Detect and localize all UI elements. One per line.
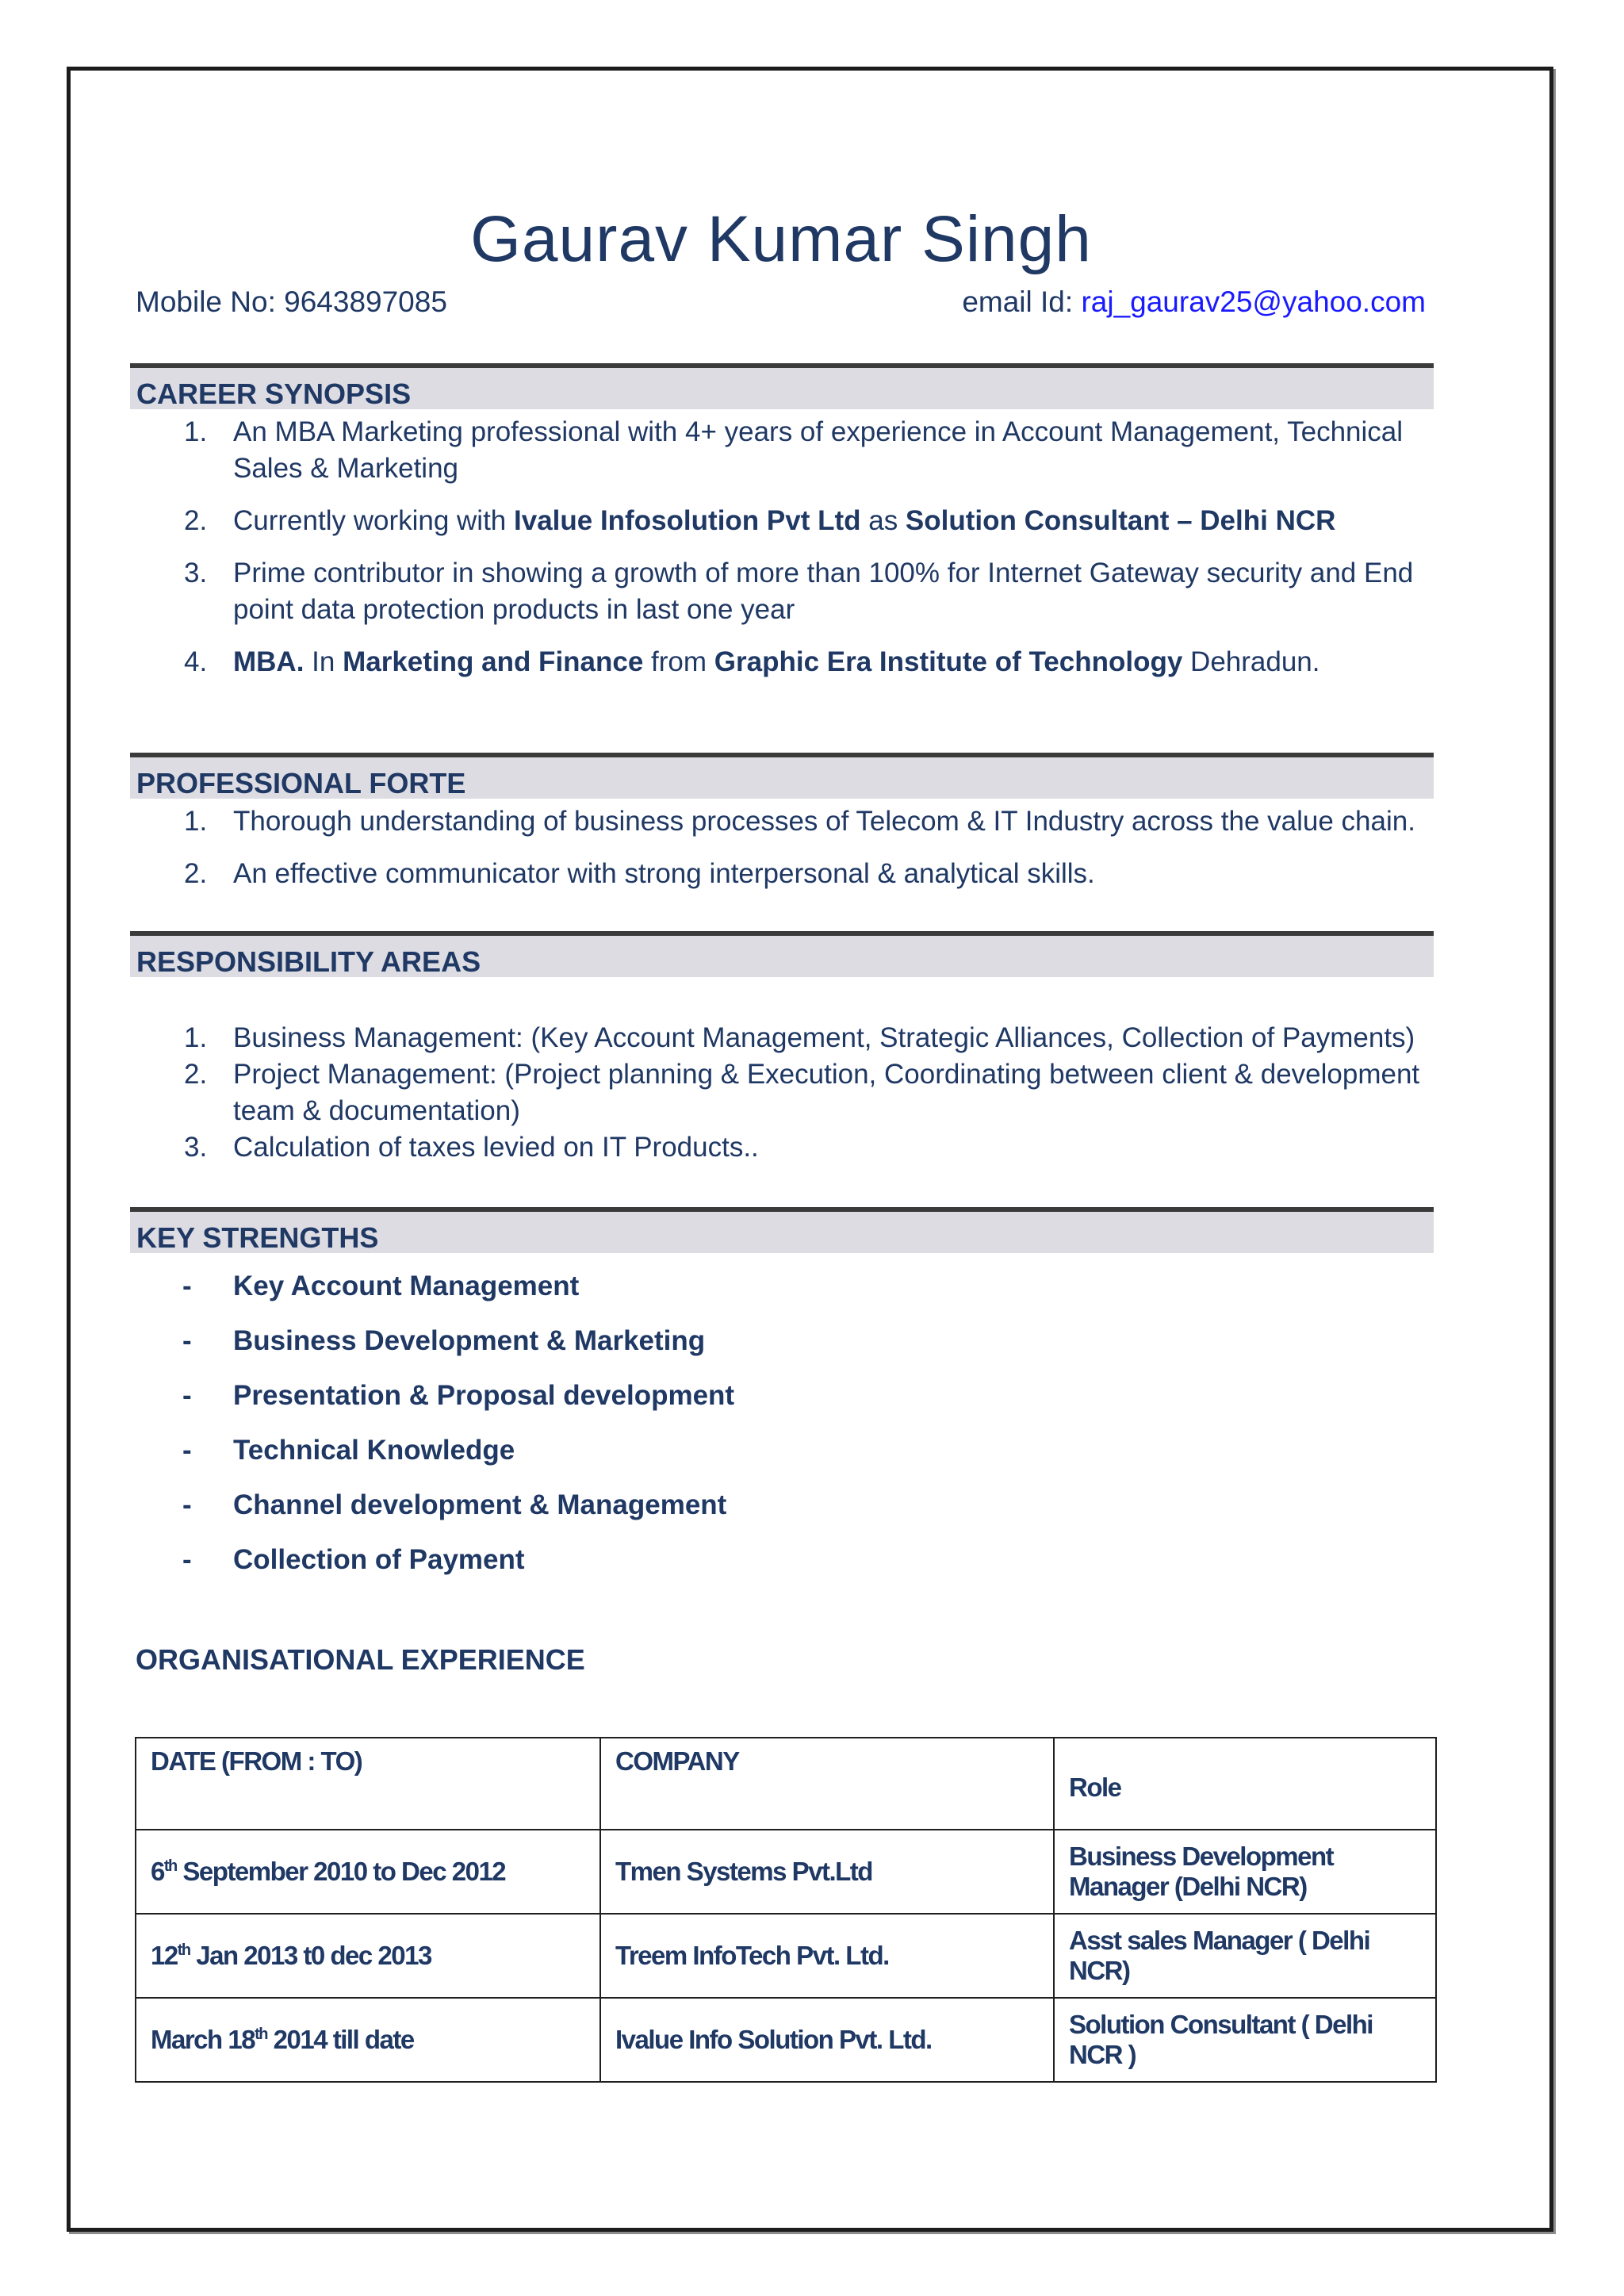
item-number: 2.: [184, 858, 208, 889]
role-cell: Business Development Manager (Delhi NCR): [1054, 1830, 1436, 1914]
table-row: [136, 1998, 1436, 2082]
item-number: 2.: [184, 505, 208, 536]
company-cell: Treem InfoTech Pvt. Ltd.: [600, 1914, 1054, 1998]
strength-text: Collection of Payment: [233, 1544, 525, 1575]
list-item: [130, 1259, 1446, 1313]
table-row: [136, 1914, 1436, 1998]
date-cell: [136, 1830, 600, 1914]
item-text: as: [860, 505, 906, 536]
email-link[interactable]: raj_gaurav25@yahoo.com: [1081, 286, 1426, 318]
section-title: RESPONSIBILITY AREAS: [136, 945, 481, 978]
specialization: Marketing and Finance: [343, 646, 644, 677]
item-text: An MBA Marketing professional with 4+ years of experience in Account Management, Technical Sales & Marketing: [233, 416, 1404, 484]
responsibility-areas-list: [130, 1020, 1446, 1166]
list-item: [130, 503, 1446, 539]
key-strengths-header: [130, 1207, 1434, 1253]
table-row: [136, 1830, 1436, 1914]
header-company: COMPANY: [600, 1738, 1054, 1830]
list-item: [130, 1368, 1446, 1423]
section-title: CAREER SYNOPSIS: [136, 378, 412, 410]
strength-text: Technical Knowledge: [233, 1435, 515, 1466]
list-item: [130, 1532, 1446, 1587]
strength-text: Key Account Management: [233, 1271, 580, 1301]
experience-title: ORGANISATIONAL EXPERIENCE: [136, 1643, 585, 1676]
item-text: Currently working with: [233, 505, 514, 536]
role-cell: Solution Consultant ( Delhi NCR ): [1054, 1998, 1436, 2082]
list-item: [130, 1478, 1446, 1532]
strength-text: Business Development & Marketing: [233, 1325, 706, 1356]
item-number: 1.: [184, 416, 208, 447]
experience-table: [135, 1737, 1437, 2083]
item-text: Prime contributor in showing a growth of more than 100% for Internet Gateway security and End point data protection products in last one year: [233, 558, 1414, 625]
professional-forte-header: [130, 753, 1434, 799]
date-cell: [136, 1998, 600, 2082]
header-date: DATE (FROM : TO): [136, 1738, 600, 1830]
dash-bullet: -: [182, 1380, 192, 1411]
dash-bullet: -: [182, 1271, 192, 1301]
table-header-row: [136, 1738, 1436, 1830]
company-cell: Ivalue Info Solution Pvt. Ltd.: [600, 1998, 1054, 2082]
dash-bullet: -: [182, 1544, 192, 1575]
item-number: 1.: [184, 806, 208, 837]
date-suffix: th: [255, 2026, 267, 2043]
section-title: PROFESSIONAL FORTE: [136, 767, 466, 799]
date-text: Jan 2013 t0 dec 2013: [190, 1941, 431, 1970]
date-text: 12: [151, 1941, 178, 1970]
date-cell: [136, 1914, 600, 1998]
dash-bullet: -: [182, 1325, 192, 1356]
date-text: 2014 till date: [266, 2025, 414, 2054]
mobile-number: Mobile No: 9643897085: [136, 286, 447, 318]
item-text: Thorough understanding of business processes of Telecom & IT Industry across the value chain.: [233, 806, 1415, 837]
date-suffix: th: [163, 1857, 177, 1875]
career-synopsis-list: [130, 414, 1446, 680]
company-cell: Tmen Systems Pvt.Ltd: [600, 1830, 1054, 1914]
dash-bullet: -: [182, 1435, 192, 1466]
job-title: Solution Consultant – Delhi NCR: [905, 505, 1336, 536]
career-synopsis-header: [130, 363, 1434, 409]
list-item: [130, 555, 1446, 628]
email-label: email Id:: [962, 286, 1082, 318]
list-item: [130, 1020, 1446, 1056]
candidate-name: Gaurav Kumar Singh: [470, 203, 1092, 275]
strength-text: Presentation & Proposal development: [233, 1380, 735, 1411]
item-number: 4.: [184, 646, 208, 677]
professional-forte-list: [130, 803, 1446, 892]
header-role: Role: [1054, 1738, 1436, 1830]
date-text: 6: [151, 1857, 164, 1886]
item-number: 3.: [184, 1132, 208, 1163]
item-text: In: [304, 646, 343, 677]
item-text: Calculation of taxes levied on IT Products..: [233, 1132, 759, 1163]
dash-bullet: -: [182, 1489, 192, 1520]
key-strengths-list: [130, 1259, 1446, 1587]
company-name: Ivalue Infosolution Pvt Ltd: [514, 505, 861, 536]
degree: MBA.: [233, 646, 304, 677]
email-line: [962, 286, 1426, 319]
strength-text: Channel development & Management: [233, 1489, 727, 1520]
date-text: September 2010 to Dec 2012: [176, 1857, 506, 1886]
list-item: [130, 1056, 1446, 1129]
item-number: 3.: [184, 558, 208, 588]
list-item: [130, 1313, 1446, 1368]
responsibility-areas-header: [130, 931, 1434, 977]
list-item: [130, 1129, 1446, 1166]
list-item: [130, 803, 1446, 840]
item-number: 1.: [184, 1022, 208, 1053]
item-text: Dehradun.: [1182, 646, 1320, 677]
item-text: from: [643, 646, 714, 677]
item-text: Business Management: (Key Account Management, Strategic Alliances, Collection of Payments): [233, 1022, 1415, 1053]
list-item: [130, 856, 1446, 892]
list-item: [130, 414, 1446, 487]
item-text: An effective communicator with strong interpersonal & analytical skills.: [233, 858, 1095, 889]
date-text: March 18: [151, 2025, 255, 2054]
date-suffix: th: [177, 1941, 190, 1959]
list-item: [130, 1423, 1446, 1478]
list-item: [130, 644, 1446, 680]
section-title: KEY STRENGTHS: [136, 1221, 379, 1254]
institute-name: Graphic Era Institute of Technology: [714, 646, 1183, 677]
item-number: 2.: [184, 1059, 208, 1090]
item-text: Project Management: (Project planning & Execution, Coordinating between client & development team & documentation): [233, 1059, 1420, 1126]
role-cell: Asst sales Manager ( Delhi NCR): [1054, 1914, 1436, 1998]
